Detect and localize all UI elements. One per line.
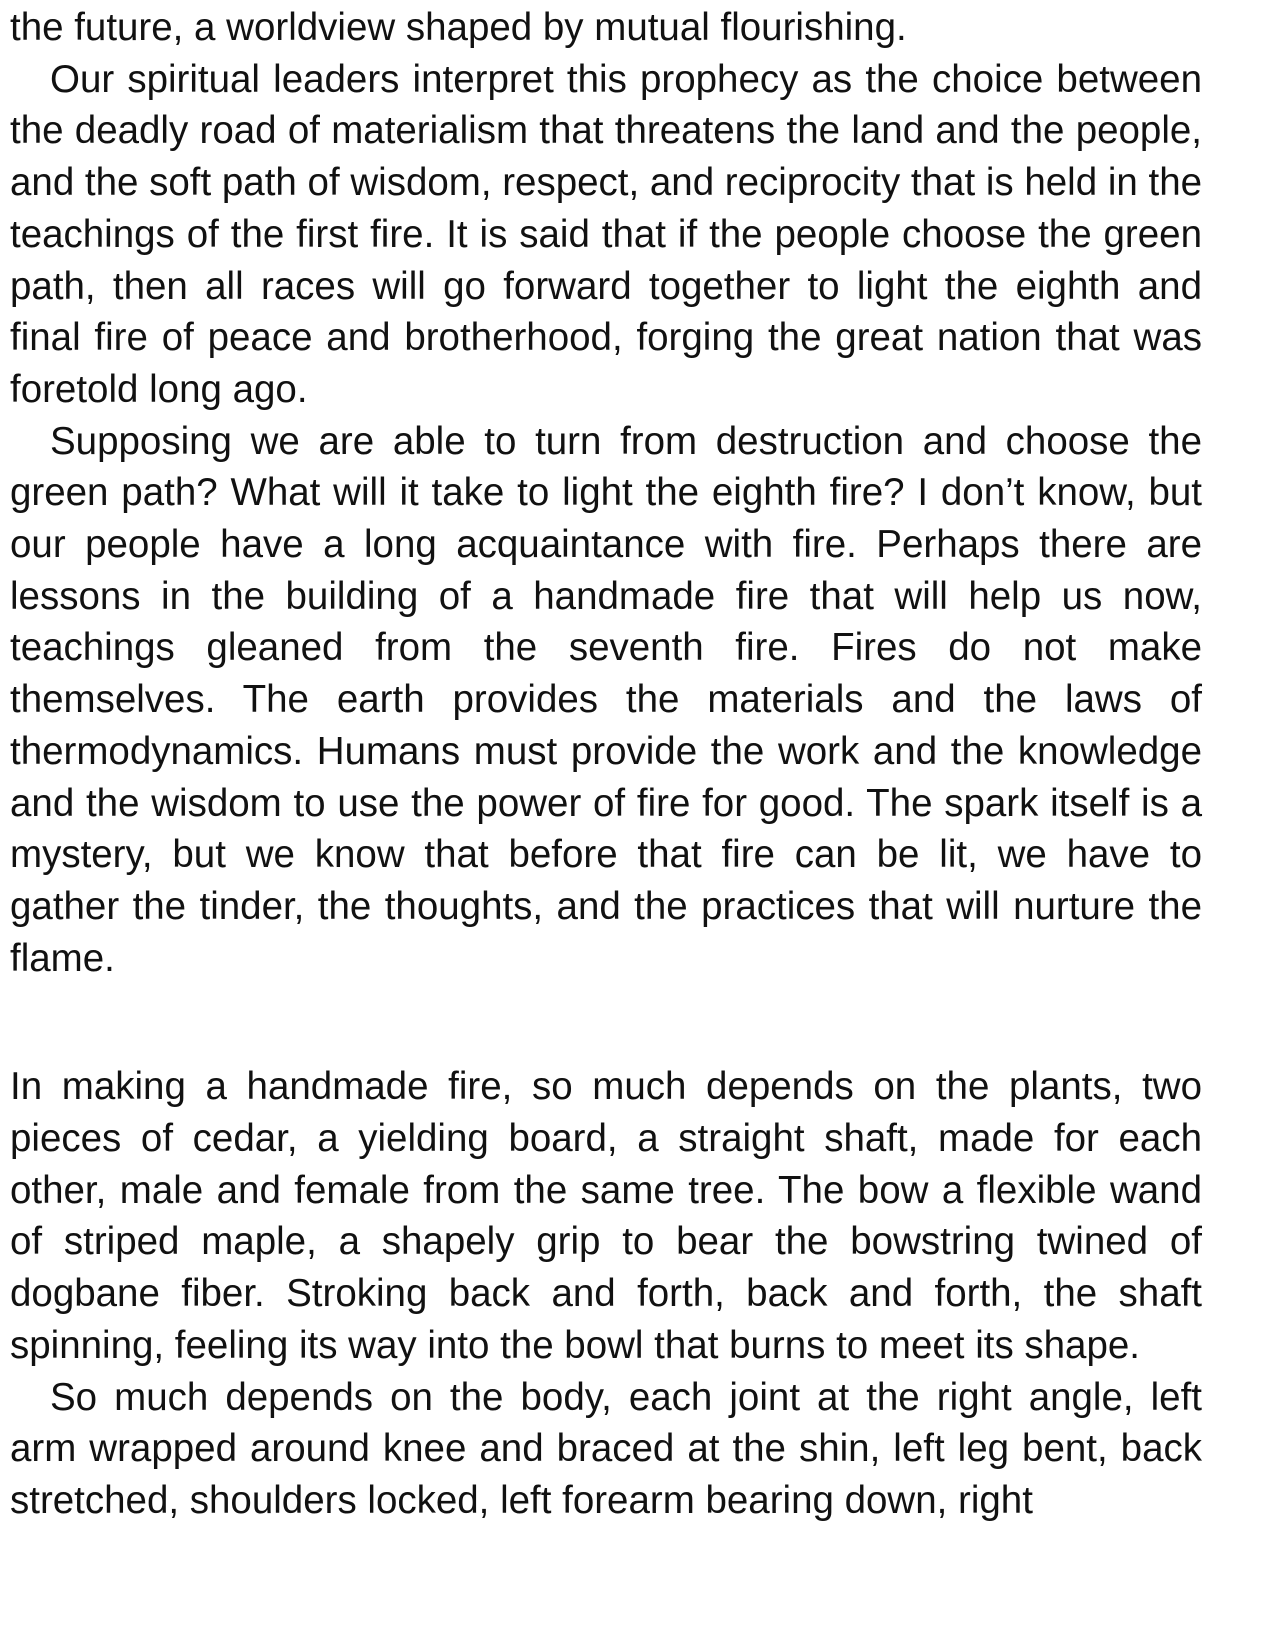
- paragraph-prophecy: Our spiritual leaders interpret this prophecy as the choice between the deadly road of materialism that threatens the land and the people, and the soft path of wisdom, respect, and reciprocity that is held in the teachings of the first fire. It is said that if the people choose the green path, then all races will go forward together to light the eighth and final fire of peace and brotherhood, forging the great nation that was foretold long ago.: [10, 57, 1203, 411]
- section-break: [10, 984, 1202, 1061]
- paragraph-handmade-fire: In making a handmade fire, so much depends on the plants, two pieces of cedar, a yielding board, a straight shaft, made for each other, male and female from the same tree. The bow a flexible wand of striped maple, a shapely grip to bear the bowstring twined of dogbane fiber. Stroking back and forth, back and forth, the shaft spinning, feeling its way into the bowl that burns to meet its shape.: [10, 1065, 1202, 1367]
- paragraph-body: So much depends on the body, each joint at the right angle, left arm wrapped around knee and braced at the shin, left leg bent, back stretched, shoulders locked, left forearm bearing down, right: [10, 1375, 1202, 1522]
- paragraph-continuation: the future, a worldview shaped by mutual flourishing.: [10, 6, 907, 49]
- document-page: [10, 2, 1202, 1527]
- paragraph-eighth-fire: Supposing we are able to turn from destruction and choose the green path? What will it take to light the eighth fire? I don’t know, but our people have a long acquaintance with fire. Perhaps there are lessons in the building of a handmade fire that will help us now, teachings gleaned from the seventh fire. Fires do not make themselves. The earth provides the materials and the laws of thermodynamics. Humans must provide the work and the knowledge and the wisdom to use the power of fire for good. The spark itself is a mystery, but we know that before that fire can be lit, we have to gather the tinder, the thoughts, and the practices that will nurture the flame.: [10, 419, 1202, 980]
